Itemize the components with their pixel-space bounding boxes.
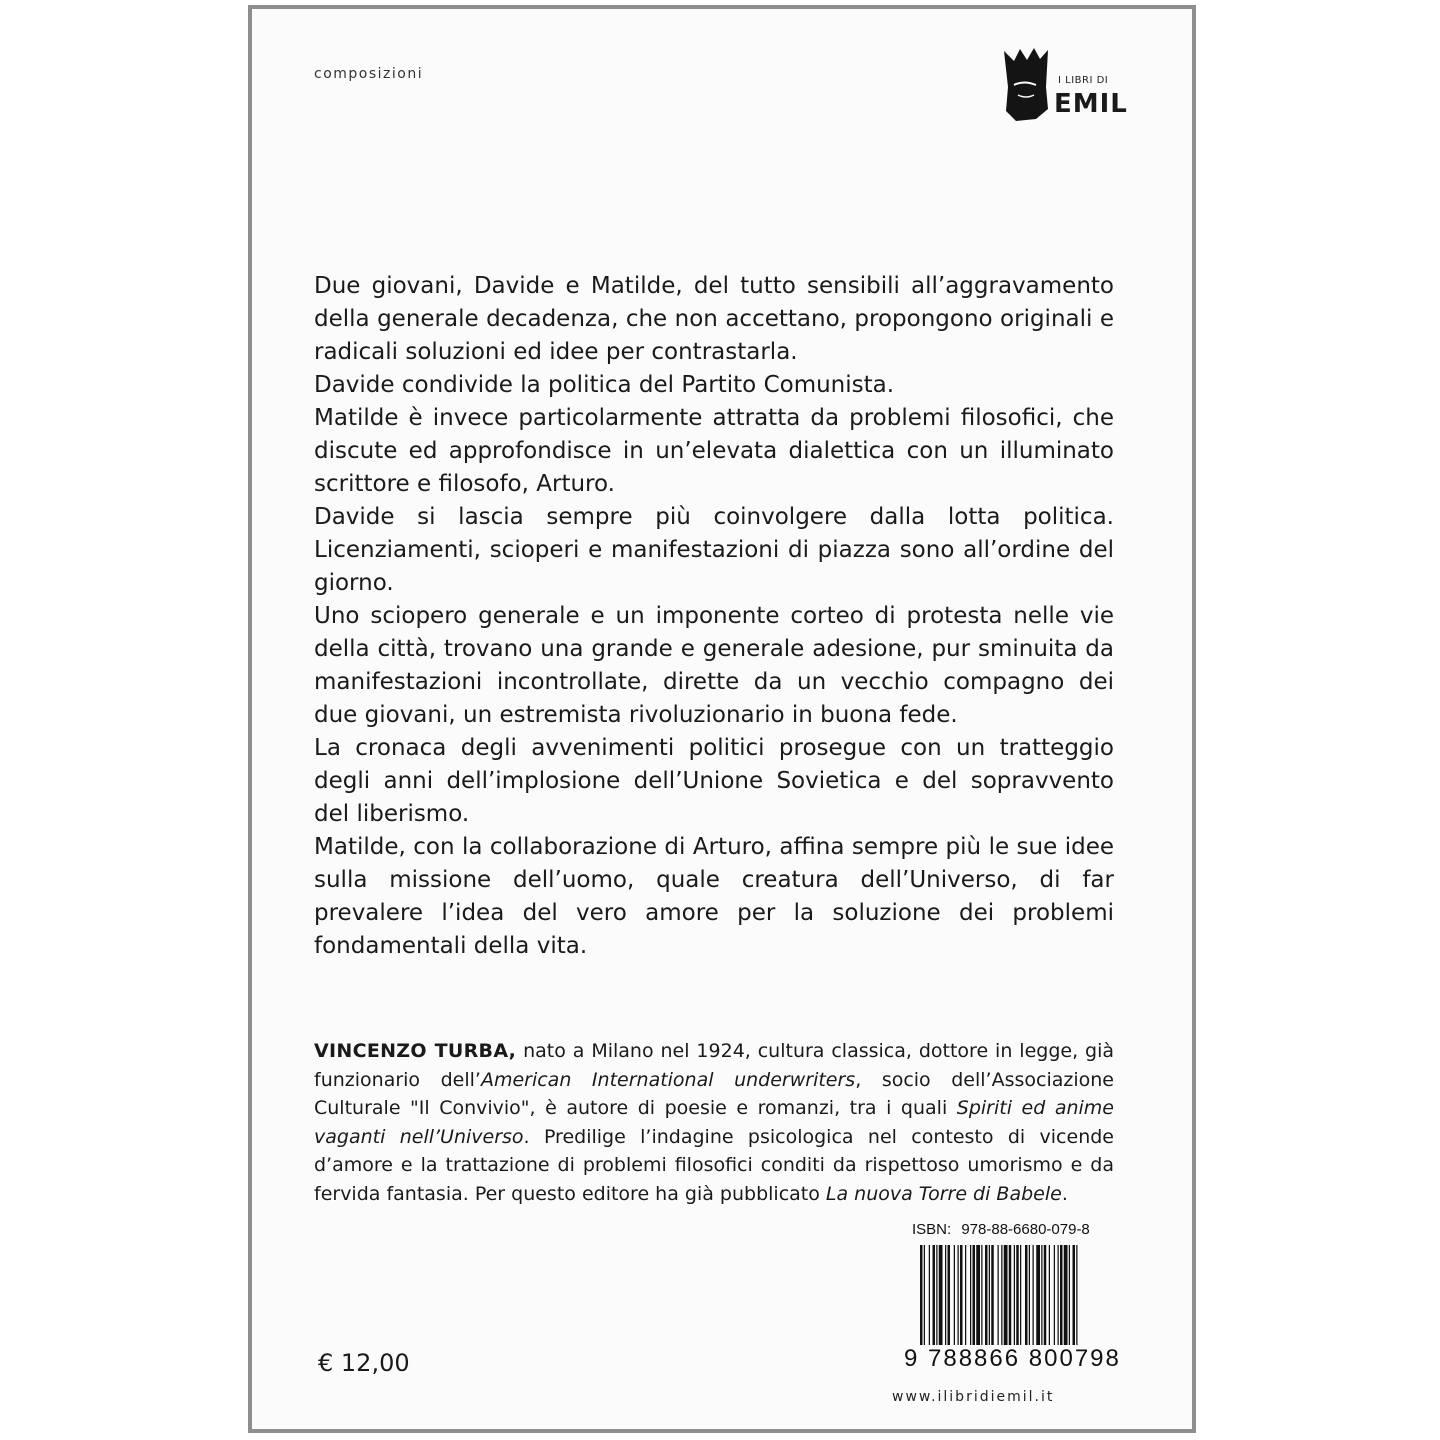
- barcode-bar: [973, 1245, 976, 1351]
- barcode-bar: [1044, 1245, 1047, 1351]
- barcode-bar: [1064, 1245, 1068, 1351]
- barcode-bar: [1076, 1245, 1077, 1351]
- bio-italic-title: La nuova Torre di Babele: [825, 1182, 1062, 1205]
- barcode-bar: [960, 1245, 963, 1351]
- bio-italic-employer: American International underwriters: [480, 1068, 856, 1091]
- bio-text: . Predilige l’indagine psicologica nel contesto di vicende d’amore e la trattazione di problemi filosofici conditi da rispettoso umorismo e da fervida fantasia. Per questo editore ha già pubblicato: [314, 1125, 1114, 1205]
- barcode-bar: [1025, 1245, 1028, 1351]
- barcode-bar: [1029, 1245, 1030, 1351]
- barcode-bar: [981, 1245, 982, 1351]
- barcode-bar: [1004, 1245, 1008, 1351]
- bio-text: .: [1061, 1182, 1068, 1205]
- barcode-bar: [954, 1245, 955, 1351]
- barcode-bar: [939, 1245, 943, 1351]
- crowned-face-logo-icon: [1000, 47, 1052, 123]
- bio-text: nato a Milano nel 1924, cultura classica, dottore in legge, già funzionario dell’: [314, 1040, 1115, 1091]
- barcode-bar: [958, 1245, 959, 1351]
- synopsis-paragraph: Due giovani, Davide e Matilde, del tutto sensibili all’aggravamento della generale decadenza, che non accettano, propongono originali e radicali soluzioni ed idee per contrastarla.: [314, 273, 1114, 365]
- barcode-bar: [1073, 1245, 1076, 1351]
- barcode-bar: [945, 1245, 946, 1351]
- barcode-bar: [933, 1245, 936, 1351]
- synopsis: [314, 270, 1114, 963]
- barcode-bar: [989, 1245, 990, 1351]
- barcode-bar: [965, 1245, 966, 1351]
- bio-italic-title: Spiriti ed anime vaganti nell’Universo: [314, 1097, 1114, 1148]
- barcode-bar: [1060, 1245, 1063, 1351]
- barcode-bar: [1069, 1245, 1070, 1351]
- synopsis-paragraph: Uno sciopero generale e un imponente corteo di protesta nelle vie della città, trovano una grande e generale adesione, pur sminuita da manifestazioni incontrollate, dirette da un vecchio compagno dei due giovani, un estremista rivoluzionario in buona fede.: [314, 603, 1114, 728]
- synopsis-paragraph: Matilde è invece particolarmente attratta da problemi filosofici, che discute ed approfondisce in un’elevata dialettica con un illuminato scrittore e filosofo, Arturo.: [314, 405, 1114, 497]
- barcode-bar: [1020, 1245, 1021, 1351]
- barcode-bar: [970, 1245, 971, 1351]
- series-label: composizioni: [314, 66, 424, 82]
- barcode-bar: [991, 1245, 994, 1351]
- barcode-bar: [998, 1245, 999, 1351]
- barcode-bar: [936, 1245, 937, 1351]
- barcode-bar: [976, 1245, 980, 1351]
- barcode-bar: [924, 1245, 925, 1351]
- barcode-bar: [1049, 1245, 1050, 1351]
- barcode-bar: [929, 1245, 930, 1351]
- barcode-bar: [1014, 1245, 1015, 1351]
- logo-name: EMIL: [1054, 89, 1128, 119]
- barcode-bar: [1058, 1245, 1059, 1351]
- author-name: VINCENZO TURBA,: [314, 1040, 517, 1062]
- barcode-bar: [1009, 1245, 1012, 1351]
- price: € 12,00: [318, 1349, 410, 1377]
- isbn-label: ISBN: 978-88-6680-079-8: [912, 1221, 1090, 1238]
- barcode-bar: [1054, 1245, 1055, 1351]
- barcode-bar: [1033, 1245, 1034, 1351]
- barcode-bar: [1016, 1245, 1019, 1351]
- barcode-bar: [985, 1245, 988, 1351]
- barcode-bars: [916, 1245, 1122, 1351]
- barcode-bar: [1001, 1245, 1002, 1351]
- barcode-bar: [1036, 1245, 1040, 1351]
- publisher-url: www.ilibridiemil.it: [892, 1389, 1055, 1405]
- synopsis-paragraph: Davide si lascia sempre più coinvolgere dalla lotta politica. Licenziamenti, scioperi e manifestazioni di piazza sono all’ordine del giorno.: [314, 504, 1114, 596]
- synopsis-paragraph: Davide condivide la politica del Partito Comunista.: [314, 372, 895, 398]
- synopsis-paragraph: La cronaca degli avvenimenti politici prosegue con un tratteggio degli anni dell’implosione dell’Unione Sovietica e del sopravvento del liberismo.: [314, 735, 1114, 827]
- publisher-logo: [1000, 47, 1130, 127]
- logo-caption: I LIBRI DI: [1058, 75, 1109, 86]
- barcode-bar: [948, 1245, 951, 1351]
- barcode-bar: [920, 1245, 923, 1351]
- back-cover: [248, 5, 1196, 1433]
- barcode-bar: [1041, 1245, 1042, 1351]
- barcode: [916, 1245, 1122, 1351]
- barcode-digits: 9 788866 800798: [904, 1345, 1134, 1373]
- author-bio: [314, 1037, 1114, 1208]
- bio-text: , socio dell’Associazione Culturale "Il Convivio", è autore di poesie e romanzi, tra i quali: [314, 1068, 1114, 1119]
- synopsis-paragraph: Matilde, con la collaborazione di Arturo, affina sempre più le sue idee sulla missione dell’uomo, quale creatura dell’Universo, di far prevalere l’idea del vero amore per la soluzione dei problemi fondamentali della vita.: [314, 834, 1114, 959]
